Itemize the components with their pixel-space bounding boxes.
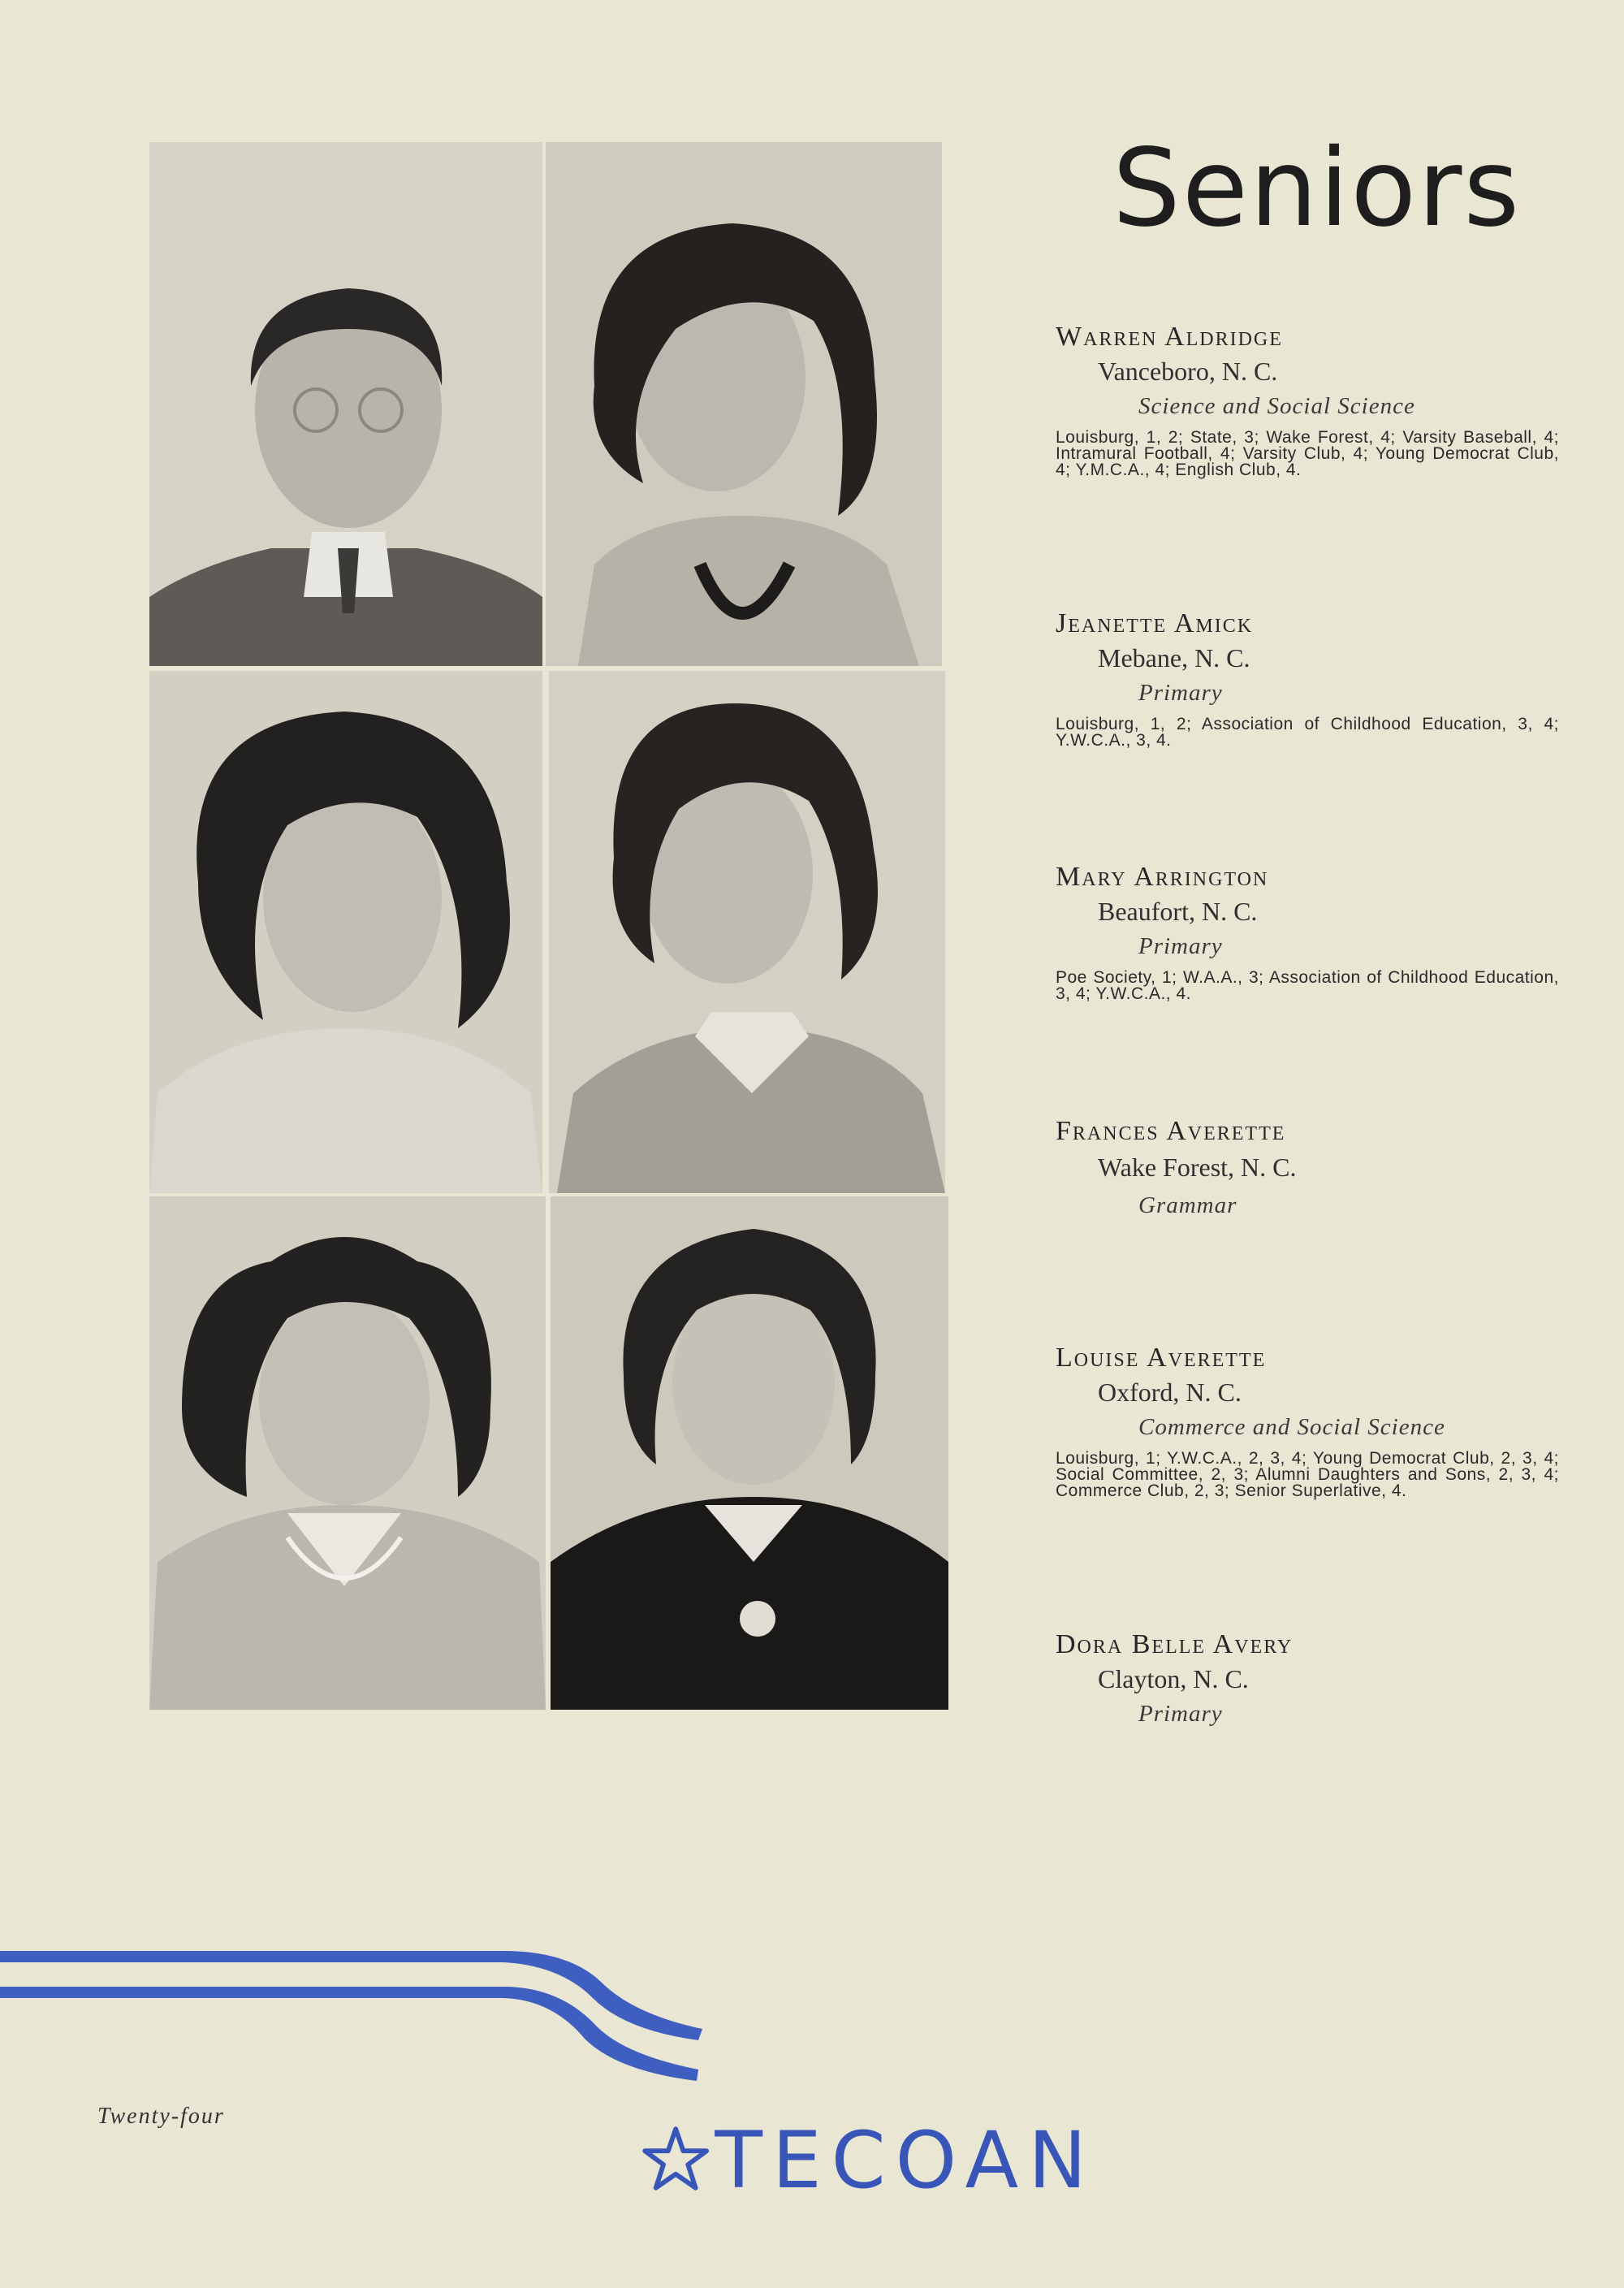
logo-text: TECOAN [715,2115,1096,2206]
senior-hometown: Beaufort, N. C. [1098,897,1258,926]
portrait-photo-6 [551,1196,948,1710]
senior-hometown: Oxford, N. C. [1098,1378,1242,1407]
senior-name: Dora Belle Avery [1056,1629,1294,1659]
senior-name: Warren Aldridge [1056,322,1283,352]
senior-entry [1056,1115,1559,1229]
senior-activities: Louisburg, 1, 2; Association of Childhood Education, 3, 4; Y.W.C.A., 3, 4. [1056,715,1559,750]
portrait-photo-1 [149,142,542,666]
tecoan-logo [641,2116,1096,2205]
portrait-photo-4 [549,671,945,1193]
senior-entry [1056,321,1559,478]
senior-name: Jeanette Amick [1056,608,1254,638]
portrait-photo-5 [149,1196,546,1710]
senior-entry [1056,608,1559,749]
senior-activities: Louisburg, 1; Y.W.C.A., 2, 3, 4; Young Democrat Club, 2, 3, 4; Social Committee, 2, 3; Alumni Daughters and Sons, 2, 3, 4; Commerce Club, 2, 3; Senior Superlative, 4. [1056,1449,1559,1500]
senior-major: Primary [1138,933,1223,959]
senior-activities: Poe Society, 1; W.A.A., 3; Association of Childhood Education, 3, 4; Y.W.C.A., 4. [1056,968,1559,1003]
decorative-swoosh [0,1933,731,2096]
senior-major: Primary [1138,680,1223,706]
senior-hometown: Mebane, N. C. [1098,643,1250,673]
senior-name: Louise Averette [1056,1343,1267,1373]
senior-hometown: Clayton, N. C. [1098,1664,1249,1693]
page-title: Seniors [1112,126,1522,251]
senior-major: Primary [1138,1701,1223,1727]
senior-name: Mary Arrington [1056,862,1269,892]
portrait-photo-3 [149,671,542,1193]
senior-hometown: Vanceboro, N. C. [1098,357,1278,386]
portrait-photo-2 [546,142,942,666]
senior-name: Frances Averette [1056,1116,1286,1146]
page-number: Twenty-four [97,2104,225,2129]
senior-entry [1056,1628,1559,1737]
senior-hometown: Wake Forest, N. C. [1098,1153,1297,1182]
senior-activities: Louisburg, 1, 2; State, 3; Wake Forest, 4; Varsity Baseball, 4; Intramural Football, 4; Varsity Club, 4; Young Democrat Club, 4; Y.M.C.A., 4; English Club, 4. [1056,428,1559,479]
senior-entry [1056,861,1559,1002]
senior-major: Science and Social Science [1138,393,1415,419]
star-icon [641,2118,710,2203]
senior-major: Commerce and Social Science [1138,1414,1445,1440]
senior-entry [1056,1342,1559,1499]
senior-major: Grammar [1138,1192,1237,1218]
